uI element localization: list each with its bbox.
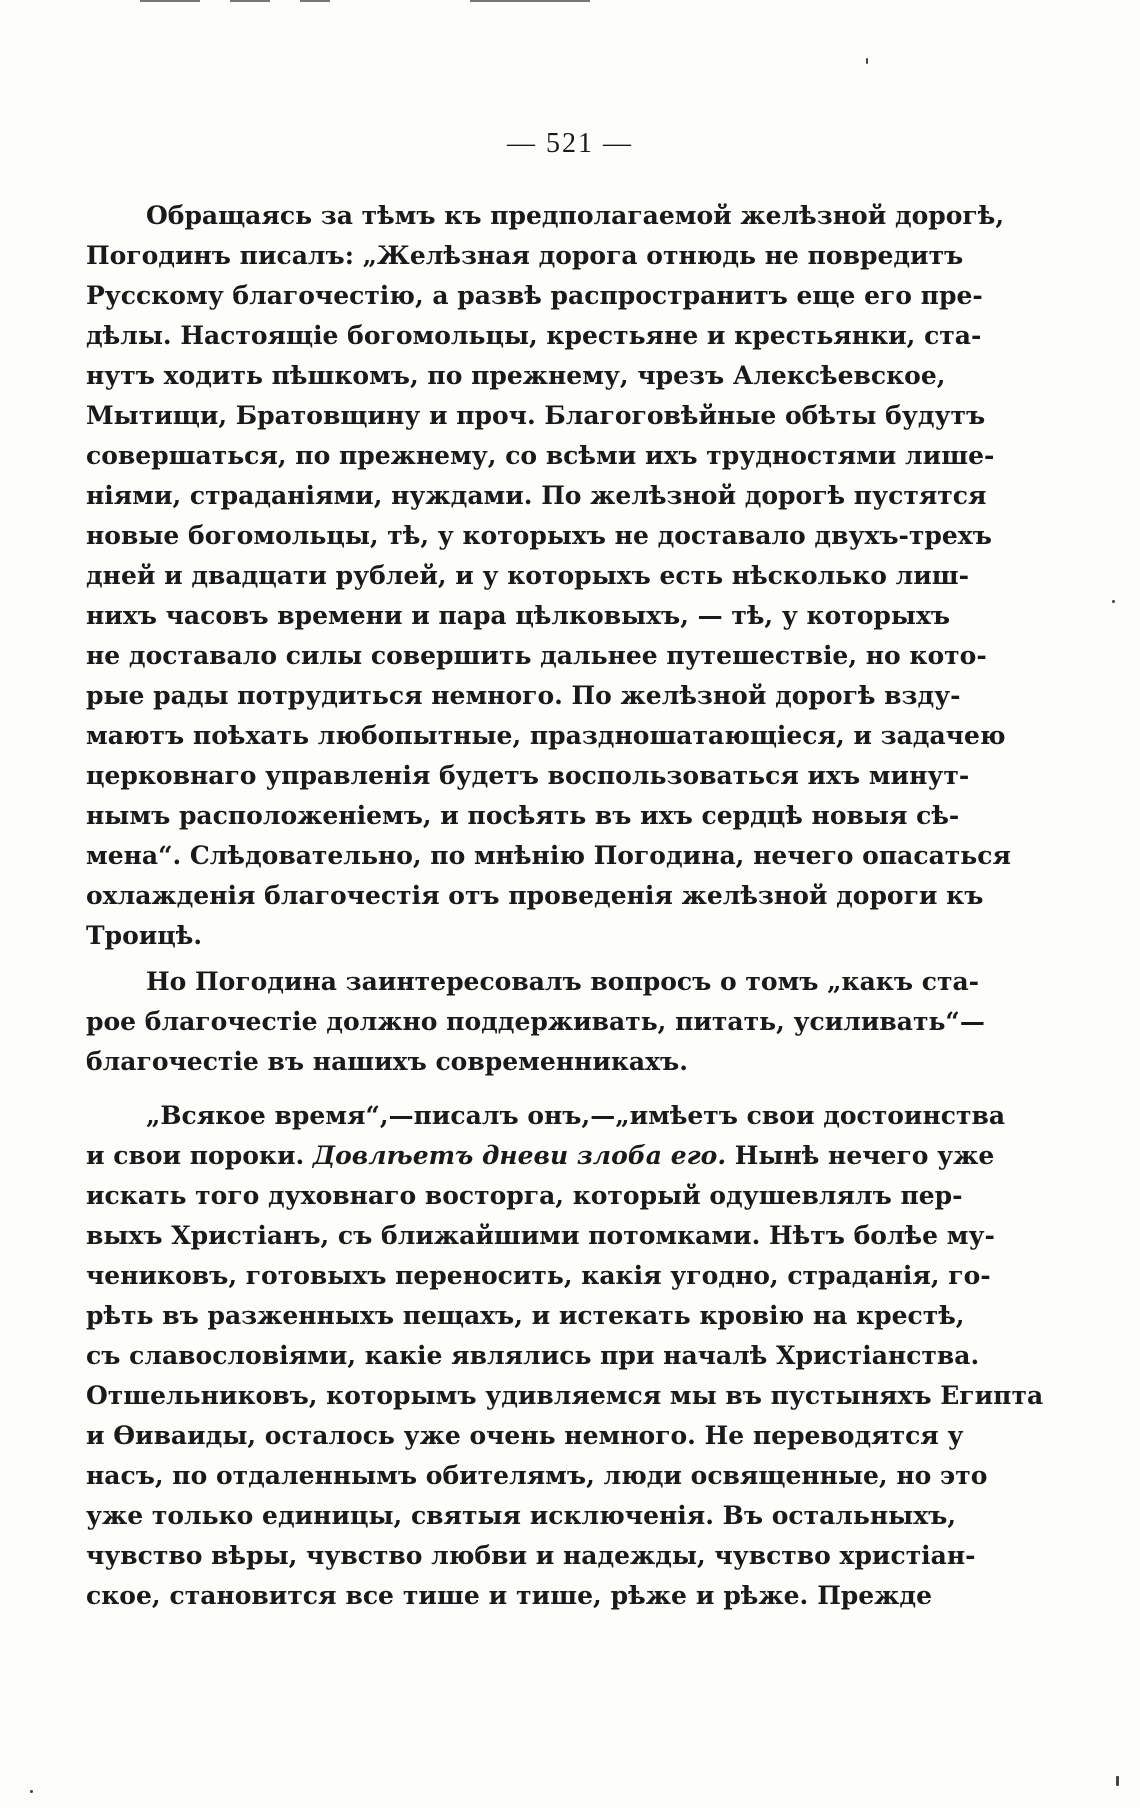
text-line: дѣлы. Настоящіе богомольцы, крестьяне и крестьянки, ста- bbox=[86, 321, 982, 350]
text-line: нымъ расположеніемъ, и посѣять въ ихъ сердцѣ новыя сѣ- bbox=[86, 801, 960, 830]
text-line: уже только единицы, святыя исключенія. Въ остальныхъ, bbox=[86, 1501, 957, 1530]
text-line: съ славословіями, какіе являлись при началѣ Христіанства. bbox=[86, 1341, 980, 1370]
text-line: охлажденія благочестія отъ проведенія желѣзной дороги къ bbox=[86, 881, 984, 910]
text-line: нутъ ходить пѣшкомъ, по прежнему, чрезъ Алексѣевское, bbox=[86, 361, 946, 390]
scan-mark bbox=[300, 0, 330, 2]
text-line: чувство вѣры, чувство любви и надежды, чувство христіан- bbox=[86, 1541, 976, 1570]
text-line: Отшельниковъ, которымъ удивляемся мы въ пустыняхъ Египта bbox=[86, 1381, 1044, 1410]
scan-speck bbox=[866, 58, 868, 64]
text-line: маютъ поѣхать любопытные, праздношатающіеся, и задачею bbox=[86, 721, 1006, 750]
text-line: Русскому благочестію, а развѣ распространитъ еще его пре- bbox=[86, 281, 983, 310]
text-line: дней и двадцати рублей, и у которыхъ есть нѣсколько лиш- bbox=[86, 561, 970, 590]
text-line: Но Погодина заинтересовалъ вопросъ о томъ „какъ ста- bbox=[146, 967, 980, 996]
paragraph-1 bbox=[86, 196, 1011, 956]
paragraph-3 bbox=[86, 1096, 1044, 1616]
scan-mark bbox=[140, 0, 200, 2]
text-line: рые рады потрудиться немного. По желѣзной дорогѣ взду- bbox=[86, 681, 961, 710]
text-line: совершаться, по прежнему, со всѣми ихъ трудностями лише- bbox=[86, 441, 995, 470]
text-line: благочестіе въ нашихъ современникахъ. bbox=[86, 1047, 688, 1076]
text-line: чениковъ, готовыхъ переносить, какія угодно, страданія, го- bbox=[86, 1261, 991, 1290]
text-line: церковнаго управленія будетъ воспользоваться ихъ минут- bbox=[86, 761, 970, 790]
text-line: нихъ часовъ времени и пара цѣлковыхъ, — тѣ, у которыхъ bbox=[86, 601, 951, 630]
scan-speck bbox=[1116, 1776, 1119, 1786]
text-line: мена“. Слѣдовательно, по мнѣнію Погодина, нечего опасаться bbox=[86, 841, 1011, 870]
text-line: насъ, по отдаленнымъ обителямъ, люди освященные, но это bbox=[86, 1461, 988, 1490]
scan-mark bbox=[470, 0, 590, 2]
text-line: „Всякое время“,—писалъ онъ,—„имѣетъ свои достоинства bbox=[146, 1101, 1006, 1130]
text-line: не доставало силы совершить дальнее путешествіе, но кото- bbox=[86, 641, 987, 670]
scan-speck bbox=[1112, 600, 1115, 603]
scan-mark bbox=[230, 0, 270, 2]
scan-speck bbox=[30, 1790, 33, 1793]
text-line: выхъ Христіанъ, съ ближайшими потомками. Нѣтъ болѣе му- bbox=[86, 1221, 995, 1250]
text-line: рѣть въ разженныхъ пещахъ, и истекать кровію на крестѣ, bbox=[86, 1301, 965, 1330]
text-line: ское, становится все тише и тише, рѣже и рѣже. Прежде bbox=[86, 1581, 932, 1610]
text-line: Троицѣ. bbox=[86, 921, 203, 950]
text-line: Погодинъ писалъ: „Желѣзная дорога отнюдь не повредитъ bbox=[86, 241, 964, 270]
text-line: новые богомольцы, тѣ, у которыхъ не доставало двухъ-трехъ bbox=[86, 521, 992, 550]
text-line: рое благочестіе должно поддерживать, питать, усиливать“— bbox=[86, 1007, 985, 1036]
text-line: ніями, страданіями, нуждами. По желѣзной дорогѣ пустятся bbox=[86, 481, 987, 510]
paragraph-2 bbox=[86, 962, 985, 1082]
italic-quote: Довлѣетъ дневи злоба его. bbox=[312, 1141, 727, 1170]
text-line: Мытищи, Братовщину и проч. Благоговѣйные обѣты будутъ bbox=[86, 401, 986, 430]
text-line: Обращаясь за тѣмъ къ предполагаемой желѣзной дорогѣ, bbox=[146, 201, 1005, 230]
page-number: — 521 — bbox=[507, 128, 633, 159]
text-line: и Ѳиваиды, осталось уже очень немного. Не переводятся у bbox=[86, 1421, 964, 1450]
text-line-with-italic bbox=[86, 1136, 995, 1176]
body-text bbox=[86, 196, 1044, 1616]
text-line: искать того духовнаго восторга, который одушевлялъ пер- bbox=[86, 1181, 963, 1210]
text-run: Нынѣ нечего уже bbox=[726, 1141, 995, 1170]
text-run: и свои пороки. bbox=[86, 1141, 313, 1170]
